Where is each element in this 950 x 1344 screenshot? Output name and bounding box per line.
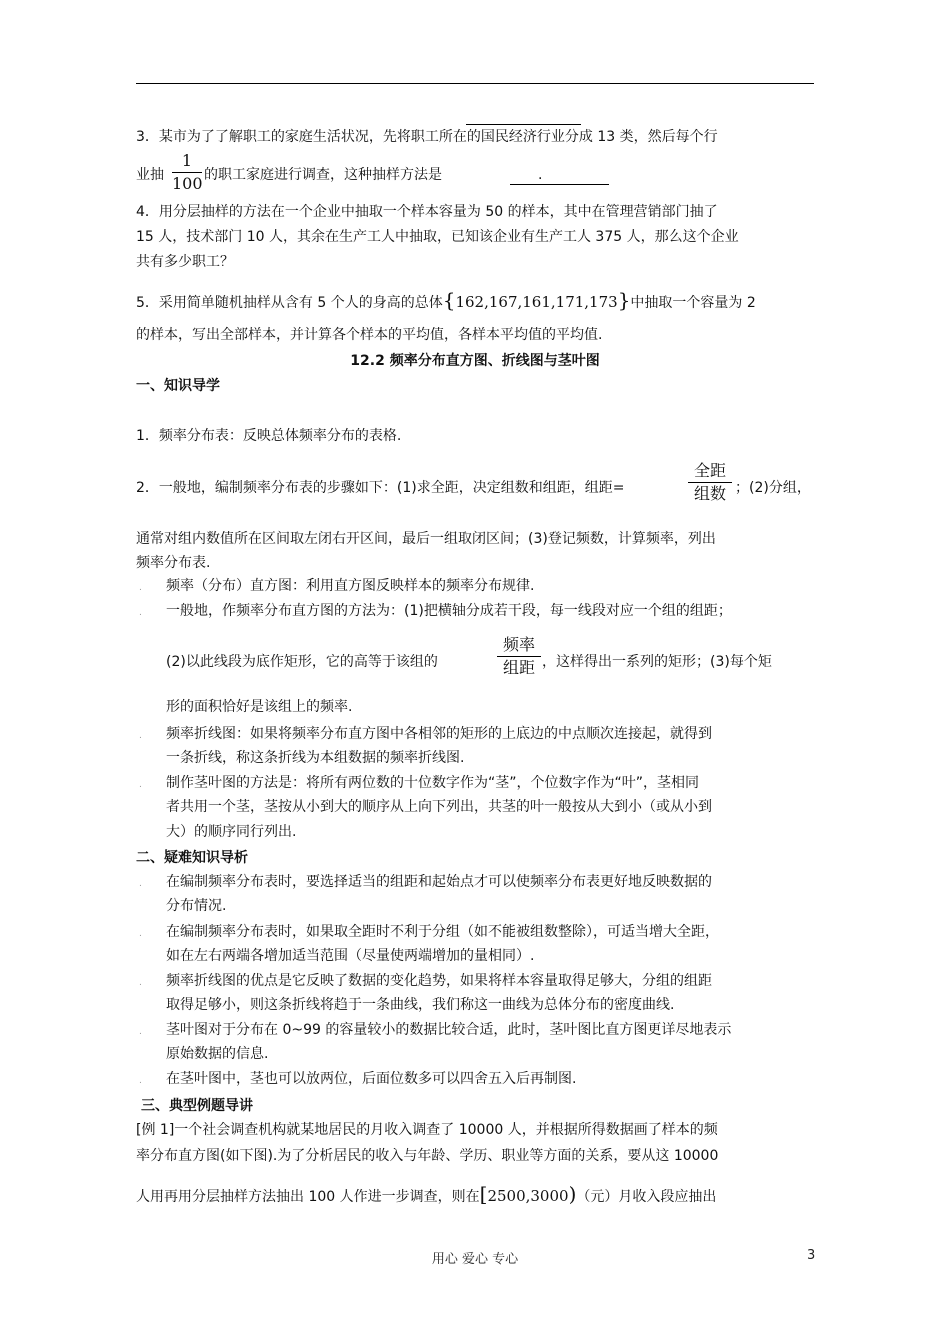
part2-p5: 在茎叶图中，茎也可以放两位，后面位数多可以四舍五入后再制图.	[166, 1071, 577, 1087]
q4-line1: 4．用分层抽样的方法在一个企业中抽取一个样本容量为 50 的样本，其中在管理营销部门抽了	[136, 204, 718, 220]
part1-item5-line2: 一条折线，称这条折线为本组数据的频率折线图.	[166, 750, 465, 766]
bullet-marker: .	[139, 1076, 142, 1086]
overline-mark	[466, 124, 581, 125]
q3-frac-num: 1	[181, 151, 193, 170]
part1-item2-line3: 频率分布表.	[136, 555, 211, 571]
part2-p2-line1: 在编制频率分布表时，如果取全距时不利于分组（如不能被组数整除），可适当增大全距，	[166, 924, 719, 940]
q5-line1-prefix: 5．采用简单随机抽样从含有 5 个人的身高的总体	[136, 295, 443, 311]
part1-item4-line1: 一般地，作频率分布直方图的方法为：(1)把横轴分成若干段，每一线段对应一个组的组距；	[166, 603, 732, 619]
q5-line2: 的样本，写出全部样本，并计算各个样本的平均值，各样本平均值的平均值.	[136, 327, 603, 343]
brace-left: {	[442, 288, 456, 312]
range-over-groups-fraction	[688, 460, 732, 505]
part2-p1-line2: 分布情况.	[166, 898, 227, 914]
bullet-marker: .	[139, 929, 142, 939]
part1-item6-line2: 者共用一个茎，茎按从小到大的顺序从上向下列出，共茎的叶一般按从大到小（或从小到	[166, 799, 712, 815]
part1-item6-line1: 制作茎叶图的方法是：将所有两位数的十位数字作为“茎”，个位数字作为“叶”，茎相同	[166, 775, 700, 791]
part1-item6-line3: 大）的顺序同行列出.	[166, 824, 297, 840]
frac-num: 全距	[693, 461, 726, 480]
part1-item2-prefix: 2．一般地，编制频率分布表的步骤如下：(1)求全距，决定组数和组距，组距=	[136, 480, 625, 496]
section-title: 12.2 频率分布直方图、折线图与茎叶图	[350, 353, 600, 369]
part3-ex1-line3	[136, 1184, 716, 1207]
part1-item2-suffix: ；(2)分组，	[735, 480, 811, 496]
part1-item4-line3: 形的面积恰好是该组上的频率.	[166, 699, 353, 715]
page-number: 3	[807, 1248, 816, 1263]
interval: 2500,3000	[487, 1187, 569, 1205]
bullet-marker: .	[139, 879, 142, 889]
part3-ex1-line3-suffix: （元）月收入段应抽出	[576, 1189, 717, 1205]
q3-fraction	[172, 150, 202, 195]
part2-p3-line2: 取得足够小，则这条折线将趋于一条曲线，我们称这一曲线为总体分布的密度曲线.	[166, 997, 675, 1013]
frac-num: 频率	[502, 635, 535, 654]
part3-ex1-line1: [例 1]一个社会调查机构就某地居民的月收入调查了 10000 人，并根据所得数据画了样本的频	[136, 1122, 718, 1138]
part2-heading: 二、疑难知识导析	[136, 850, 248, 866]
bullet-marker: .	[139, 780, 142, 790]
part1-heading: 一、知识导学	[136, 378, 220, 394]
q3-line1: 3．某市为了了解职工的家庭生活状况，先将职工所在的国民经济行业分成 13 类，然后每个行	[136, 129, 718, 145]
footer-motto: 用心 爱心 专心	[431, 1252, 519, 1267]
bullet-marker: .	[139, 731, 142, 741]
part2-p4-line1: 茎叶图对于分布在 0~99 的容量较小的数据比较合适，此时，茎叶图比直方图更详尽地表示	[166, 1022, 732, 1038]
part1-item3: 频率（分布）直方图：利用直方图反映样本的频率分布规律.	[166, 578, 535, 594]
bullet-marker: .	[139, 608, 142, 618]
part1-item4-line2-suffix: ，这样得出一系列的矩形；(3)每个矩	[542, 654, 772, 670]
part2-p2-line2: 如在左右两端各增加适当范围（尽量使两端增加的量相同）.	[166, 948, 535, 964]
part2-p4-line2: 原始数据的信息.	[166, 1046, 269, 1062]
bracket-left: [	[479, 1182, 488, 1206]
part3-ex1-line3-prefix: 人用再用分层抽样方法抽出 100 人作进一步调查，则在	[136, 1189, 480, 1205]
q4-line2: 15 人，技术部门 10 人，其余在生产工人中抽取，已知该企业有生产工人 375 人，那么这个企业	[136, 229, 739, 245]
q5-set: 162,167,161,171,173	[455, 293, 618, 311]
q5-line1-suffix: 中抽取一个容量为 2	[630, 295, 756, 311]
bullet-marker: .	[139, 978, 142, 988]
bullet-marker: .	[139, 1027, 142, 1037]
part3-heading: 三、典型例题导讲	[141, 1098, 253, 1114]
frac-den: 组距	[502, 658, 535, 677]
part1-item2-line2: 通常对组内数值所在区间取左闭右开区间，最后一组取闭区间；(3)登记频数，计算频率，列出	[136, 531, 716, 547]
q3-frac-den: 100	[172, 174, 203, 193]
brace-right: }	[617, 288, 631, 312]
q5-line1	[136, 290, 756, 313]
part3-ex1-line2: 率分布直方图(如下图).为了分析居民的收入与年龄、学历、职业等方面的关系，要从这 10000	[136, 1148, 719, 1164]
q3-line2-prefix: 业抽	[136, 167, 164, 183]
paren-right: )	[568, 1182, 577, 1206]
part2-p1-line1: 在编制频率分布表时，要选择适当的组距和起始点才可以使频率分布表更好地反映数据的	[166, 874, 712, 890]
part2-p3-line1: 频率折线图的优点是它反映了数据的变化趋势，如果将样本容量取得足够大，分组的组距	[166, 973, 712, 989]
freq-over-width-fraction	[497, 634, 541, 679]
header-rule	[136, 83, 814, 84]
frac-den: 组数	[693, 484, 726, 503]
part1-item4-line2-prefix: (2)以此线段为底作矩形，它的高等于该组的	[166, 654, 438, 670]
q3-blank-end: .	[538, 167, 543, 183]
part1-item1: 1．频率分布表：反映总体频率分布的表格.	[136, 428, 402, 444]
q4-line3: 共有多少职工？	[136, 254, 234, 270]
answer-blank	[510, 184, 609, 185]
q3-line2-suffix: 的职工家庭进行调查，这种抽样方法是	[204, 167, 442, 183]
bullet-marker: .	[139, 583, 142, 593]
part1-item5-line1: 频率折线图：如果将频率分布直方图中各相邻的矩形的上底边的中点顺次连接起，就得到	[166, 726, 712, 742]
